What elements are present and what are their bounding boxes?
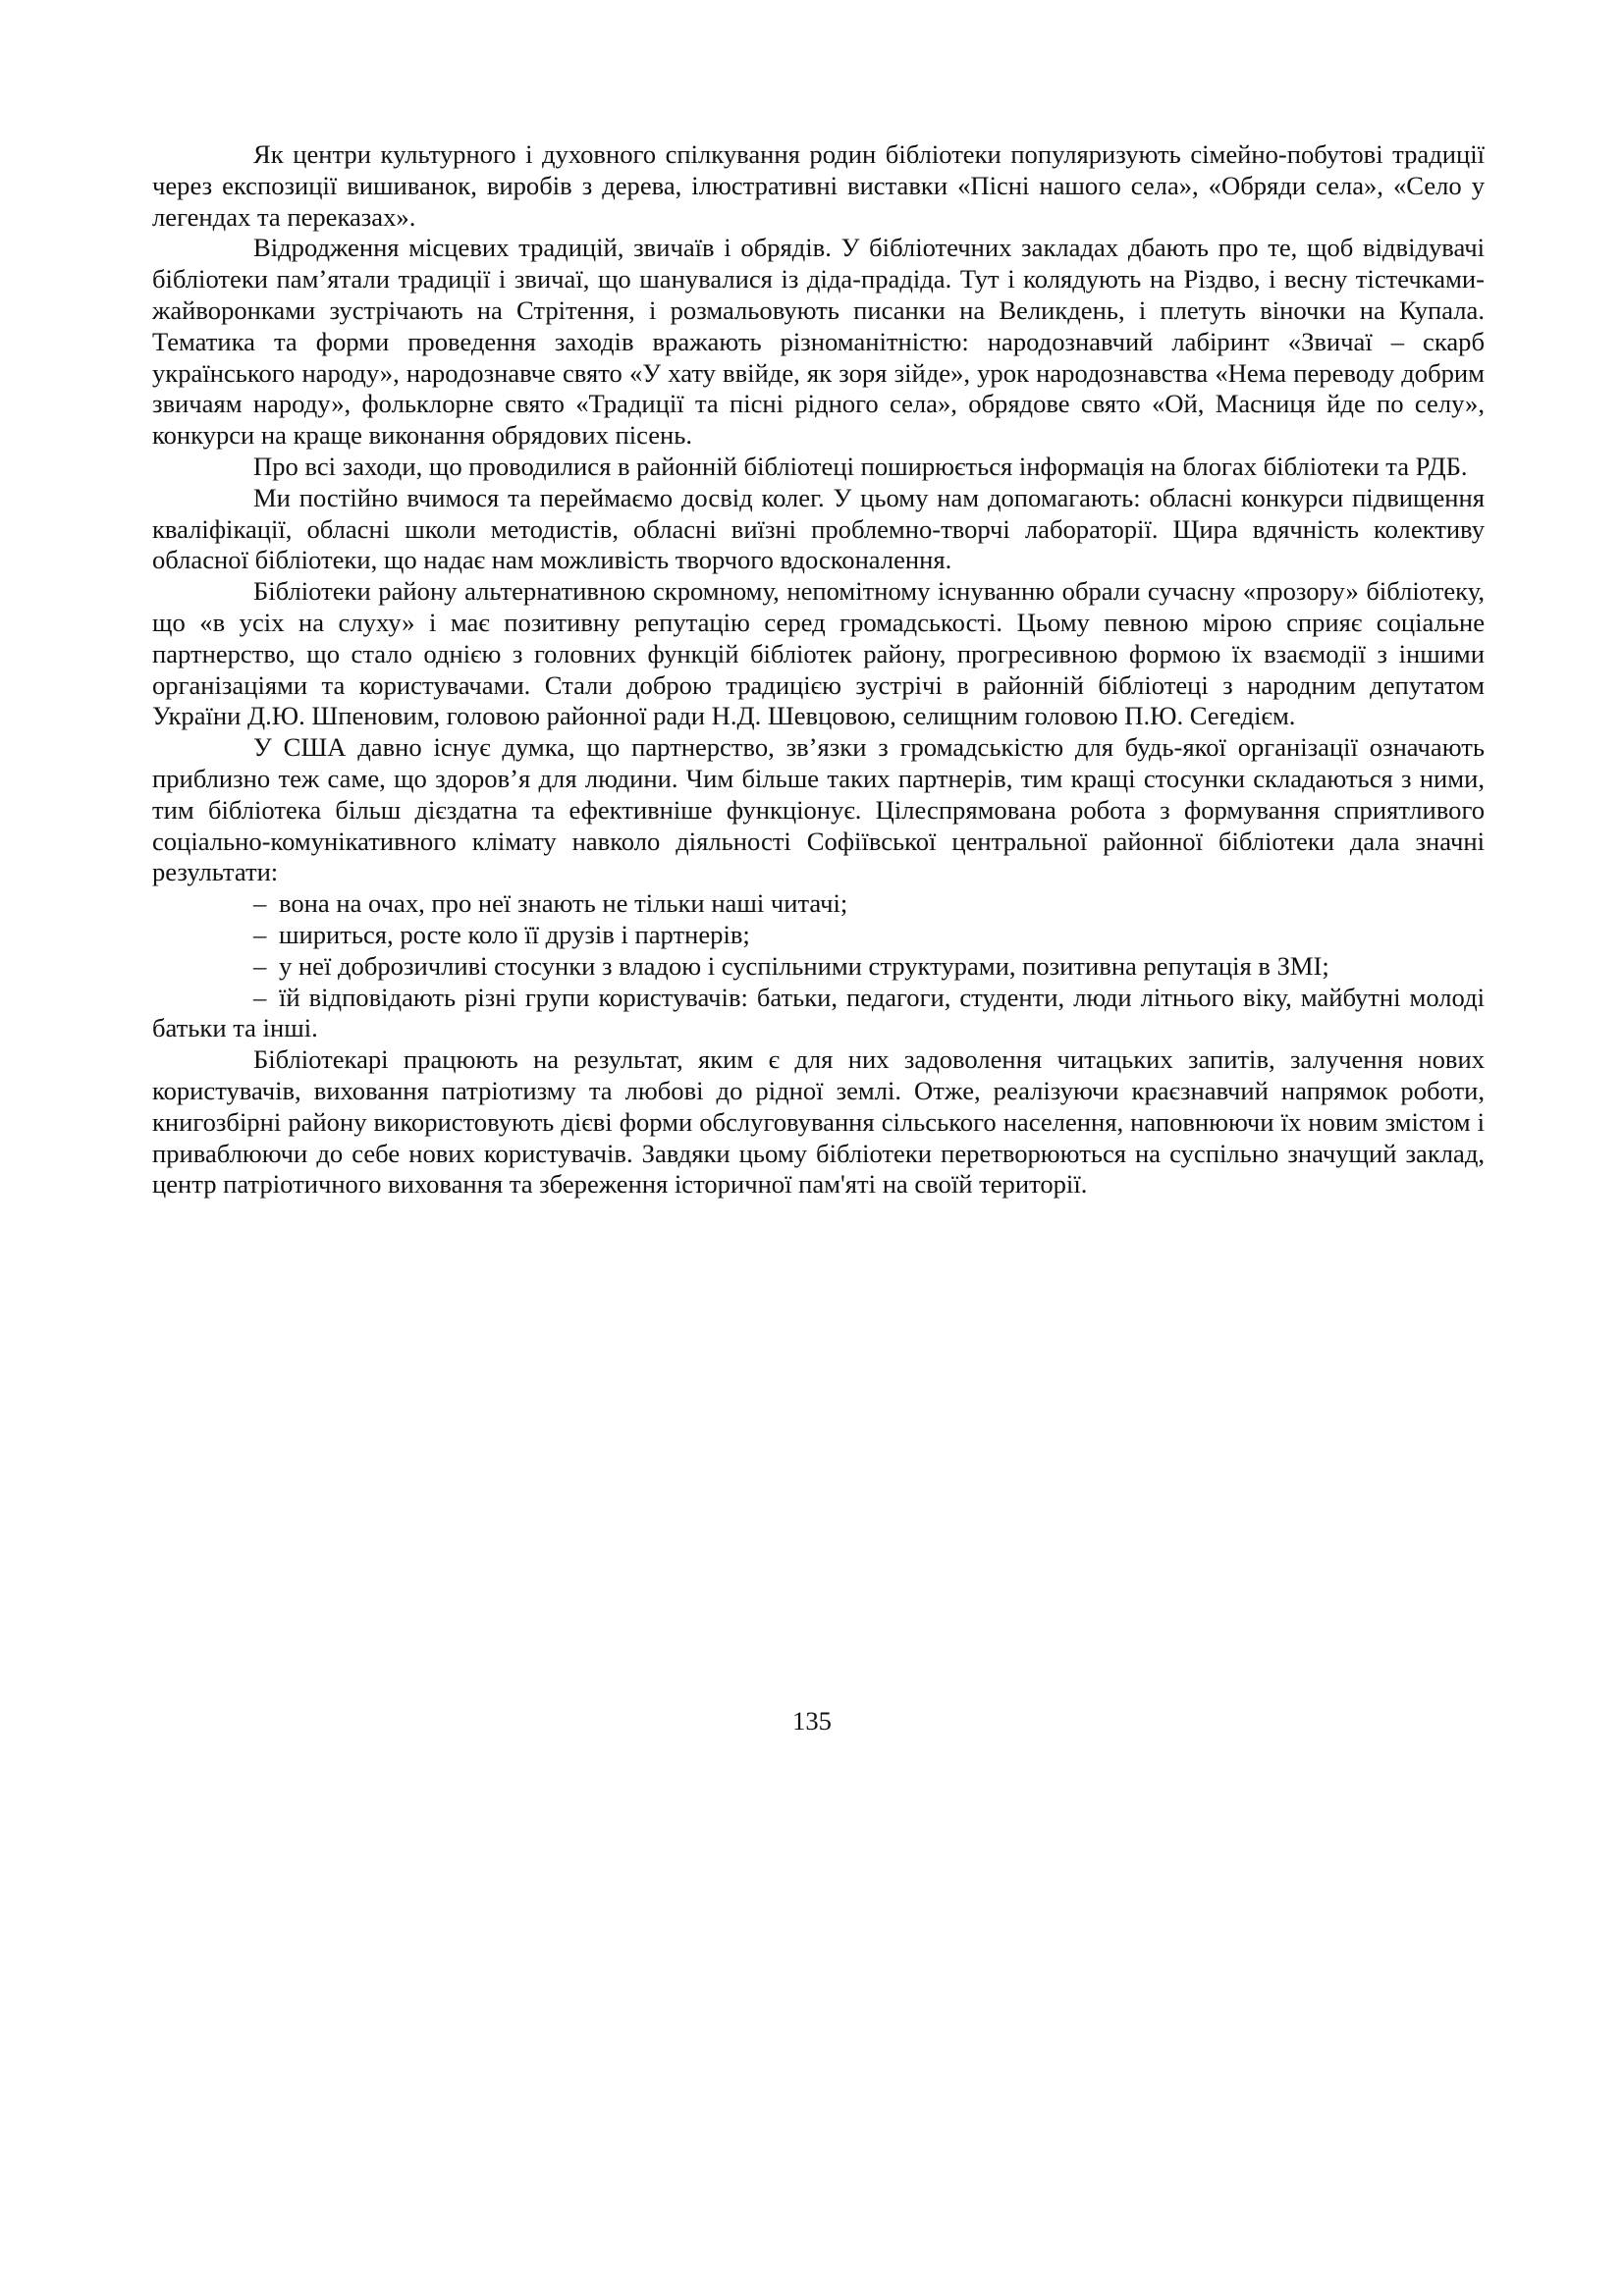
list-dash: – [253, 982, 267, 1012]
page-body [152, 139, 1485, 1201]
list-item-text: вона на очах, про неї знають не тільки наші читачі; [279, 888, 848, 919]
list-dash: – [253, 950, 267, 981]
paragraph: Бібліотеки району альтернативною скромному, непомітному існуванню обрали сучасну «прозору» бібліотеку, що «в усіх на слуху» і має позитивну репутацію серед громадськості. Цьому певною мірою сприяє соціальне партнерство, що стало однією з головних функцій бібліотек району, прогресивною формою їх взаємодії з іншими організаціями та користувачами. Стали доброю традицією зустрічі в районній бібліотеці з народним депутатом України Д.Ю. Шпеновим, головою районної ради Н.Д. Шевцовою, селищним головою П.Ю. Сегедієм. [152, 576, 1485, 731]
list-item-text: у неї доброзичливі стосунки з владою і суспільними структурами, позитивна репутація в ЗМІ; [279, 950, 1329, 981]
list-item-text: шириться, росте коло її друзів і партнерів; [279, 919, 750, 949]
results-list [152, 888, 1485, 1044]
list-item [152, 920, 1485, 951]
paragraph: Бібліотекарі працюють на результат, яким є для них задоволення читацьких запитів, залучення нових користувачів, виховання патріотизму та любові до рідної землі. Отже, реалізуючи краєзнавчий напрямок роботи, книгозбірні району використовують дієві форми обслуговування сільського населення, наповнюючи їх новим змістом і приваблюючи до себе нових користувачів. Завдяки цьому бібліотеки перетворюються на суспільно значущий заклад, центр патріотичного виховання та збереження історичної пам'яті на своїй території. [152, 1044, 1485, 1200]
list-dash: – [253, 888, 267, 919]
list-item-text: їй відповідають різні групи користувачів: батьки, педагоги, студенти, люди літнього віку, майбутні молоді батьки та інші. [152, 982, 1485, 1043]
list-item [152, 983, 1485, 1045]
paragraph: Як центри культурного і духовного спілкування родин бібліотеки популяризують сімейно-побутові традиції через експозиції вишиванок, виробів з дерева, ілюстративні виставки «Пісні нашого села», «Обряди села», «Село у легендах та переказах». [152, 139, 1485, 232]
paragraph: Відродження місцевих традицій, звичаїв і обрядів. У бібліотечних закладах дбають про те, щоб відвідувачі бібліотеки пам’ятали традиції і звичаї, що шанувалися із діда-прадіда. Тут і колядують на Різдво, і весну тістечками-жайворонками зустрічають на Стрітення, і розмальовують писанки на Великдень, і плетуть віночки на Купала. Тематика та форми проведення заходів вражають різноманітністю: народознавчий лабіринт «Звичаї – скарб українського народу», народознавче свято «У хату ввійде, як зоря зійде», урок народознавства «Нема переводу добрим звичаям народу», фольклорне свято «Традиції та пісні рідного села», обрядове свято «Ой, Масниця йде по селу», конкурси на краще виконання обрядових пісень. [152, 233, 1485, 451]
list-item [152, 888, 1485, 920]
paragraph: Ми постійно вчимося та переймаємо досвід колег. У цьому нам допомагають: обласні конкурси підвищення кваліфікації, обласні школи методистів, обласні виїзні проблемно-творчі лабораторії. Щира вдячність колективу обласної бібліотеки, що надає нам можливість творчого вдосконалення. [152, 482, 1485, 575]
list-dash: – [253, 919, 267, 949]
paragraph: У США давно існує думка, що партнерство, зв’язки з громадськістю для будь-якої організації означають приблизно теж саме, що здоров’я для людини. Чим більше таких партнерів, тим кращі стосунки складаються з ними, тим бібліотека більш дієздатна та ефективніше функціонує. Цілеспрямована робота з формування сприятливого соціально-комунікативного клімату навколо діяльності Софіївської центральної районної бібліотеки дала значні результати: [152, 732, 1485, 887]
list-item [152, 951, 1485, 983]
paragraph: Про всі заходи, що проводилися в районній бібліотеці поширюється інформація на блогах бібліотеки та РДБ. [253, 451, 1468, 481]
page-number: 135 [792, 1706, 832, 1735]
